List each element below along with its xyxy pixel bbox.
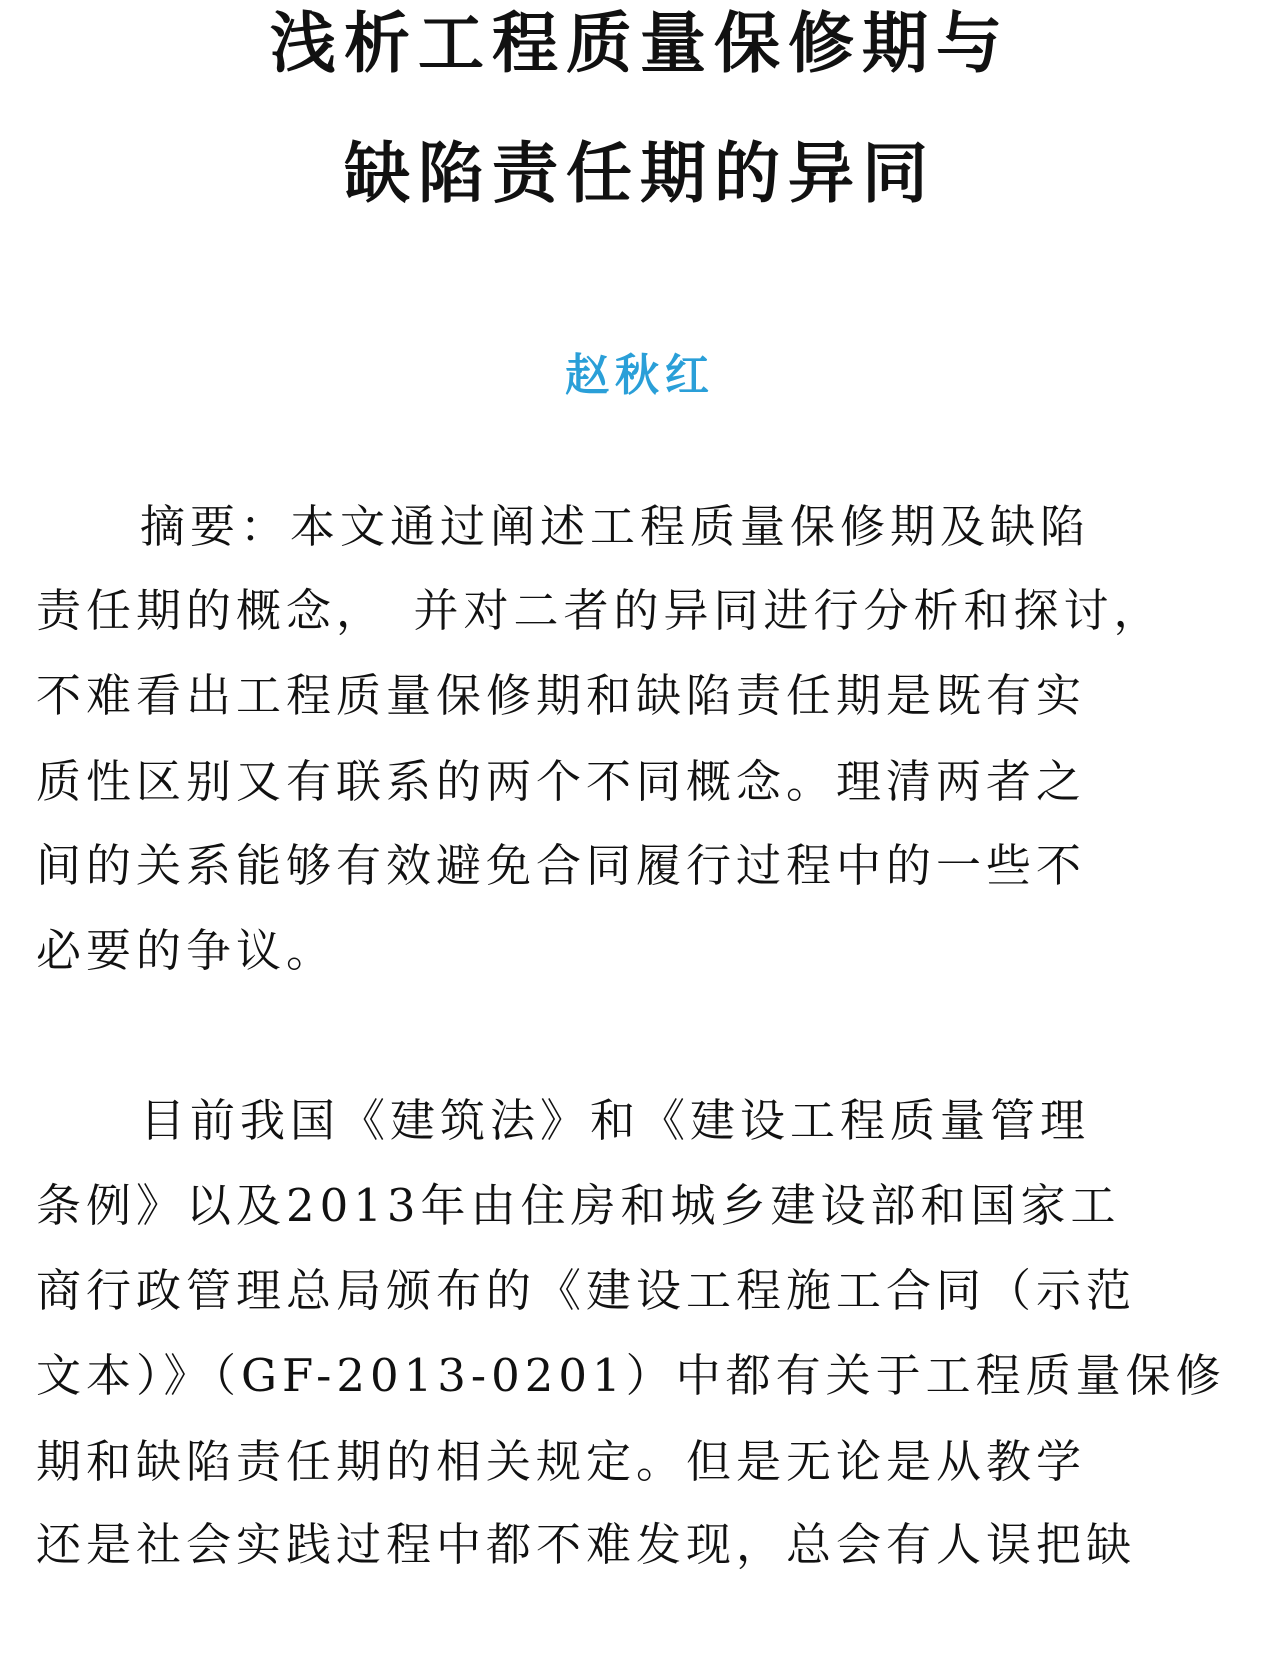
abstract-line: 间的关系能够有效避免合同履行过程中的一些不 [36, 839, 1087, 892]
author-name: 赵秋红 [565, 350, 715, 401]
abstract-line: 责任期的概念， 并对二者的异同进行分析和探讨， [36, 584, 1164, 637]
abstract-line: 质性区别又有联系的两个不同概念。理清两者之 [36, 755, 1087, 808]
body-line: 文本）》（GF-2013-0201）中都有关于工程质量保修 [36, 1349, 1226, 1402]
abstract-line: 必要的争议。 [36, 924, 337, 977]
abstract-line: 不难看出工程质量保修期和缺陷责任期是既有实 [36, 669, 1087, 722]
body-line: 目前我国《建筑法》和《建设工程质量管理 [140, 1094, 1091, 1147]
body-line: 期和缺陷责任期的相关规定。但是无论是从教学 [36, 1435, 1087, 1488]
body-line: 商行政管理总局颁布的《建设工程施工合同（示范 [36, 1264, 1137, 1317]
body-line: 条例》以及2013年由住房和城乡建设部和国家工 [36, 1179, 1121, 1232]
title-line-1: 浅析工程质量保修期与 [270, 4, 1010, 82]
abstract-line: 摘要：本文通过阐述工程质量保修期及缺陷 [140, 500, 1091, 553]
title-line-2: 缺陷责任期的异同 [344, 134, 936, 212]
body-line: 还是社会实践过程中都不难发现，总会有人误把缺 [36, 1518, 1137, 1571]
